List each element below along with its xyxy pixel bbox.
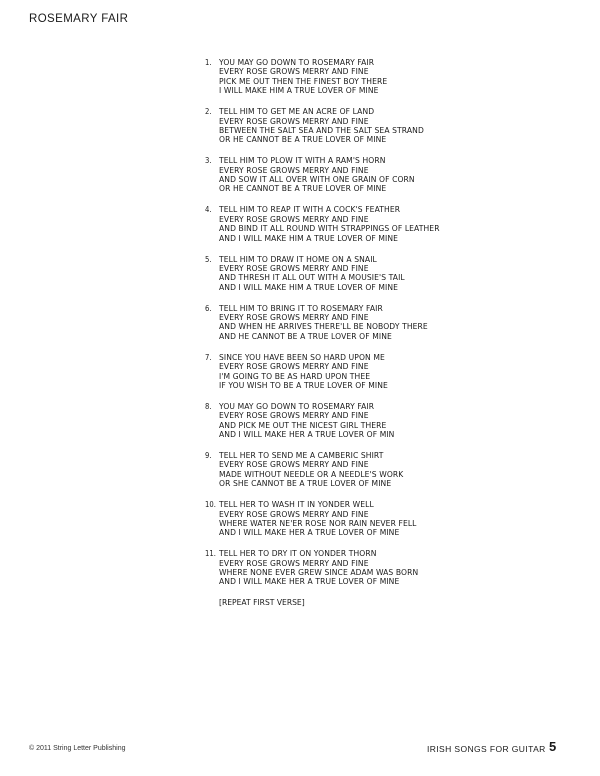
lyrics	[205, 58, 585, 608]
verse-line: EVERY ROSE GROWS MERRY AND FINE	[219, 214, 369, 224]
verse-line: I'M GOING TO BE AS HARD UPON THEE	[219, 371, 371, 381]
verse-line: AND WHEN HE ARRIVES THERE'LL BE NOBODY THERE	[219, 322, 428, 332]
verse-line: WHERE NONE EVER GREW SINCE ADAM WAS BORN	[219, 568, 419, 578]
page-title: ROSEMARY FAIR	[29, 13, 129, 25]
verse-number: 3.	[205, 156, 212, 166]
verse	[205, 156, 585, 194]
verse	[205, 107, 585, 145]
verse-line: AND I WILL MAKE HER A TRUE LOVER OF MIN	[219, 430, 395, 440]
verse	[205, 304, 585, 342]
verse-line: TELL HIM TO BRING IT TO ROSEMARY FAIR	[219, 303, 383, 313]
verse-line: AND I WILL MAKE HER A TRUE LOVER OF MINE	[219, 528, 400, 538]
copyright-notice: © 2011 String Letter Publishing	[29, 745, 126, 752]
verse	[205, 353, 585, 391]
verse	[205, 402, 585, 440]
verse	[205, 205, 585, 243]
verse-line: TELL HER TO DRY IT ON YONDER THORN	[219, 549, 377, 559]
verse-line: SINCE YOU HAVE BEEN SO HARD UPON ME	[219, 352, 385, 362]
verse-line: OR SHE CANNOT BE A TRUE LOVER OF MINE	[219, 479, 392, 489]
verse-number: 1.	[205, 58, 212, 67]
verse-line: MADE WITHOUT NEEDLE OR A NEEDLE'S WORK	[219, 469, 404, 479]
verse-line: EVERY ROSE GROWS MERRY AND FINE	[219, 165, 369, 175]
verse-line: YOU MAY GO DOWN TO ROSEMARY FAIR	[219, 58, 375, 67]
page-number: 5	[549, 739, 557, 754]
verse-line: IF YOU WISH TO BE A TRUE LOVER OF MINE	[219, 380, 388, 390]
verse-line: AND I WILL MAKE HIM A TRUE LOVER OF MINE	[219, 282, 399, 292]
verse-line: EVERY ROSE GROWS MERRY AND FINE	[219, 313, 369, 323]
verse	[205, 500, 585, 538]
verse-line: EVERY ROSE GROWS MERRY AND FINE	[219, 362, 369, 372]
verse-line: EVERY ROSE GROWS MERRY AND FINE	[219, 411, 369, 421]
verse-line: AND HE CANNOT BE A TRUE LOVER OF MINE	[219, 331, 392, 341]
verse-number: 11.	[205, 549, 216, 559]
verse-line: AND THRESH IT ALL OUT WITH A MOUSIE'S TAIL	[219, 273, 405, 283]
verse-line: TELL HER TO WASH IT IN YONDER WELL	[219, 500, 374, 510]
verse	[205, 58, 585, 96]
verse-line: AND I WILL MAKE HIM A TRUE LOVER OF MINE	[219, 233, 399, 243]
verse-line: TELL HIM TO PLOW IT WITH A RAM'S HORN	[219, 156, 386, 166]
verse-line: TELL HIM TO REAP IT WITH A COCK'S FEATHER	[219, 205, 401, 215]
verse-number: 7.	[205, 352, 212, 362]
verse-number: 10.	[205, 500, 216, 510]
verse-line: PICK ME OUT THEN THE FINEST BOY THERE	[219, 76, 388, 86]
verse-line: BETWEEN THE SALT SEA AND THE SALT SEA STRAND	[219, 125, 424, 135]
verse-line: OR HE CANNOT BE A TRUE LOVER OF MINE	[219, 184, 387, 194]
verse-number: 6.	[205, 303, 212, 313]
verse-line: TELL HER TO SEND ME A CAMBERIC SHIRT	[219, 451, 384, 460]
repeat-note: [REPEAT FIRST VERSE]	[219, 598, 305, 608]
verse-line: EVERY ROSE GROWS MERRY AND FINE	[219, 116, 369, 126]
verse-line: AND BIND IT ALL ROUND WITH STRAPPINGS OF LEATHER	[219, 224, 440, 234]
verse-line: AND SOW IT ALL OVER WITH ONE GRAIN OF CORN	[219, 175, 415, 185]
verse-line: EVERY ROSE GROWS MERRY AND FINE	[219, 460, 369, 470]
verse-number: 4.	[205, 205, 212, 215]
verse-number: 2.	[205, 107, 212, 117]
verse-line: AND PICK ME OUT THE NICEST GIRL THERE	[219, 420, 387, 430]
verse-line: AND I WILL MAKE HER A TRUE LOVER OF MINE	[219, 577, 400, 587]
verse-line: TELL HIM TO GET ME AN ACRE OF LAND	[219, 107, 375, 117]
verse-line: EVERY ROSE GROWS MERRY AND FINE	[219, 509, 369, 519]
verse-number: 5.	[205, 254, 212, 264]
verse	[205, 549, 585, 587]
book-title: IRISH SONGS FOR GUITAR	[427, 744, 546, 754]
verse-line: I WILL MAKE HIM A TRUE LOVER OF MINE	[219, 86, 379, 96]
verse-line: WHERE WATER NE'ER ROSE NOR RAIN NEVER FELL	[219, 518, 417, 528]
verse	[205, 451, 585, 489]
verse	[205, 255, 585, 293]
verse-line: EVERY ROSE GROWS MERRY AND FINE	[219, 558, 369, 568]
verse-line: YOU MAY GO DOWN TO ROSEMARY FAIR	[219, 401, 375, 411]
verse-line: TELL HIM TO DRAW IT HOME ON A SNAIL	[219, 254, 377, 264]
verse-line: EVERY ROSE GROWS MERRY AND FINE	[219, 263, 369, 273]
verse-number: 9.	[205, 451, 212, 460]
verse-line: EVERY ROSE GROWS MERRY AND FINE	[219, 67, 369, 77]
verse-line: OR HE CANNOT BE A TRUE LOVER OF MINE	[219, 135, 387, 145]
verse-number: 8.	[205, 401, 212, 411]
